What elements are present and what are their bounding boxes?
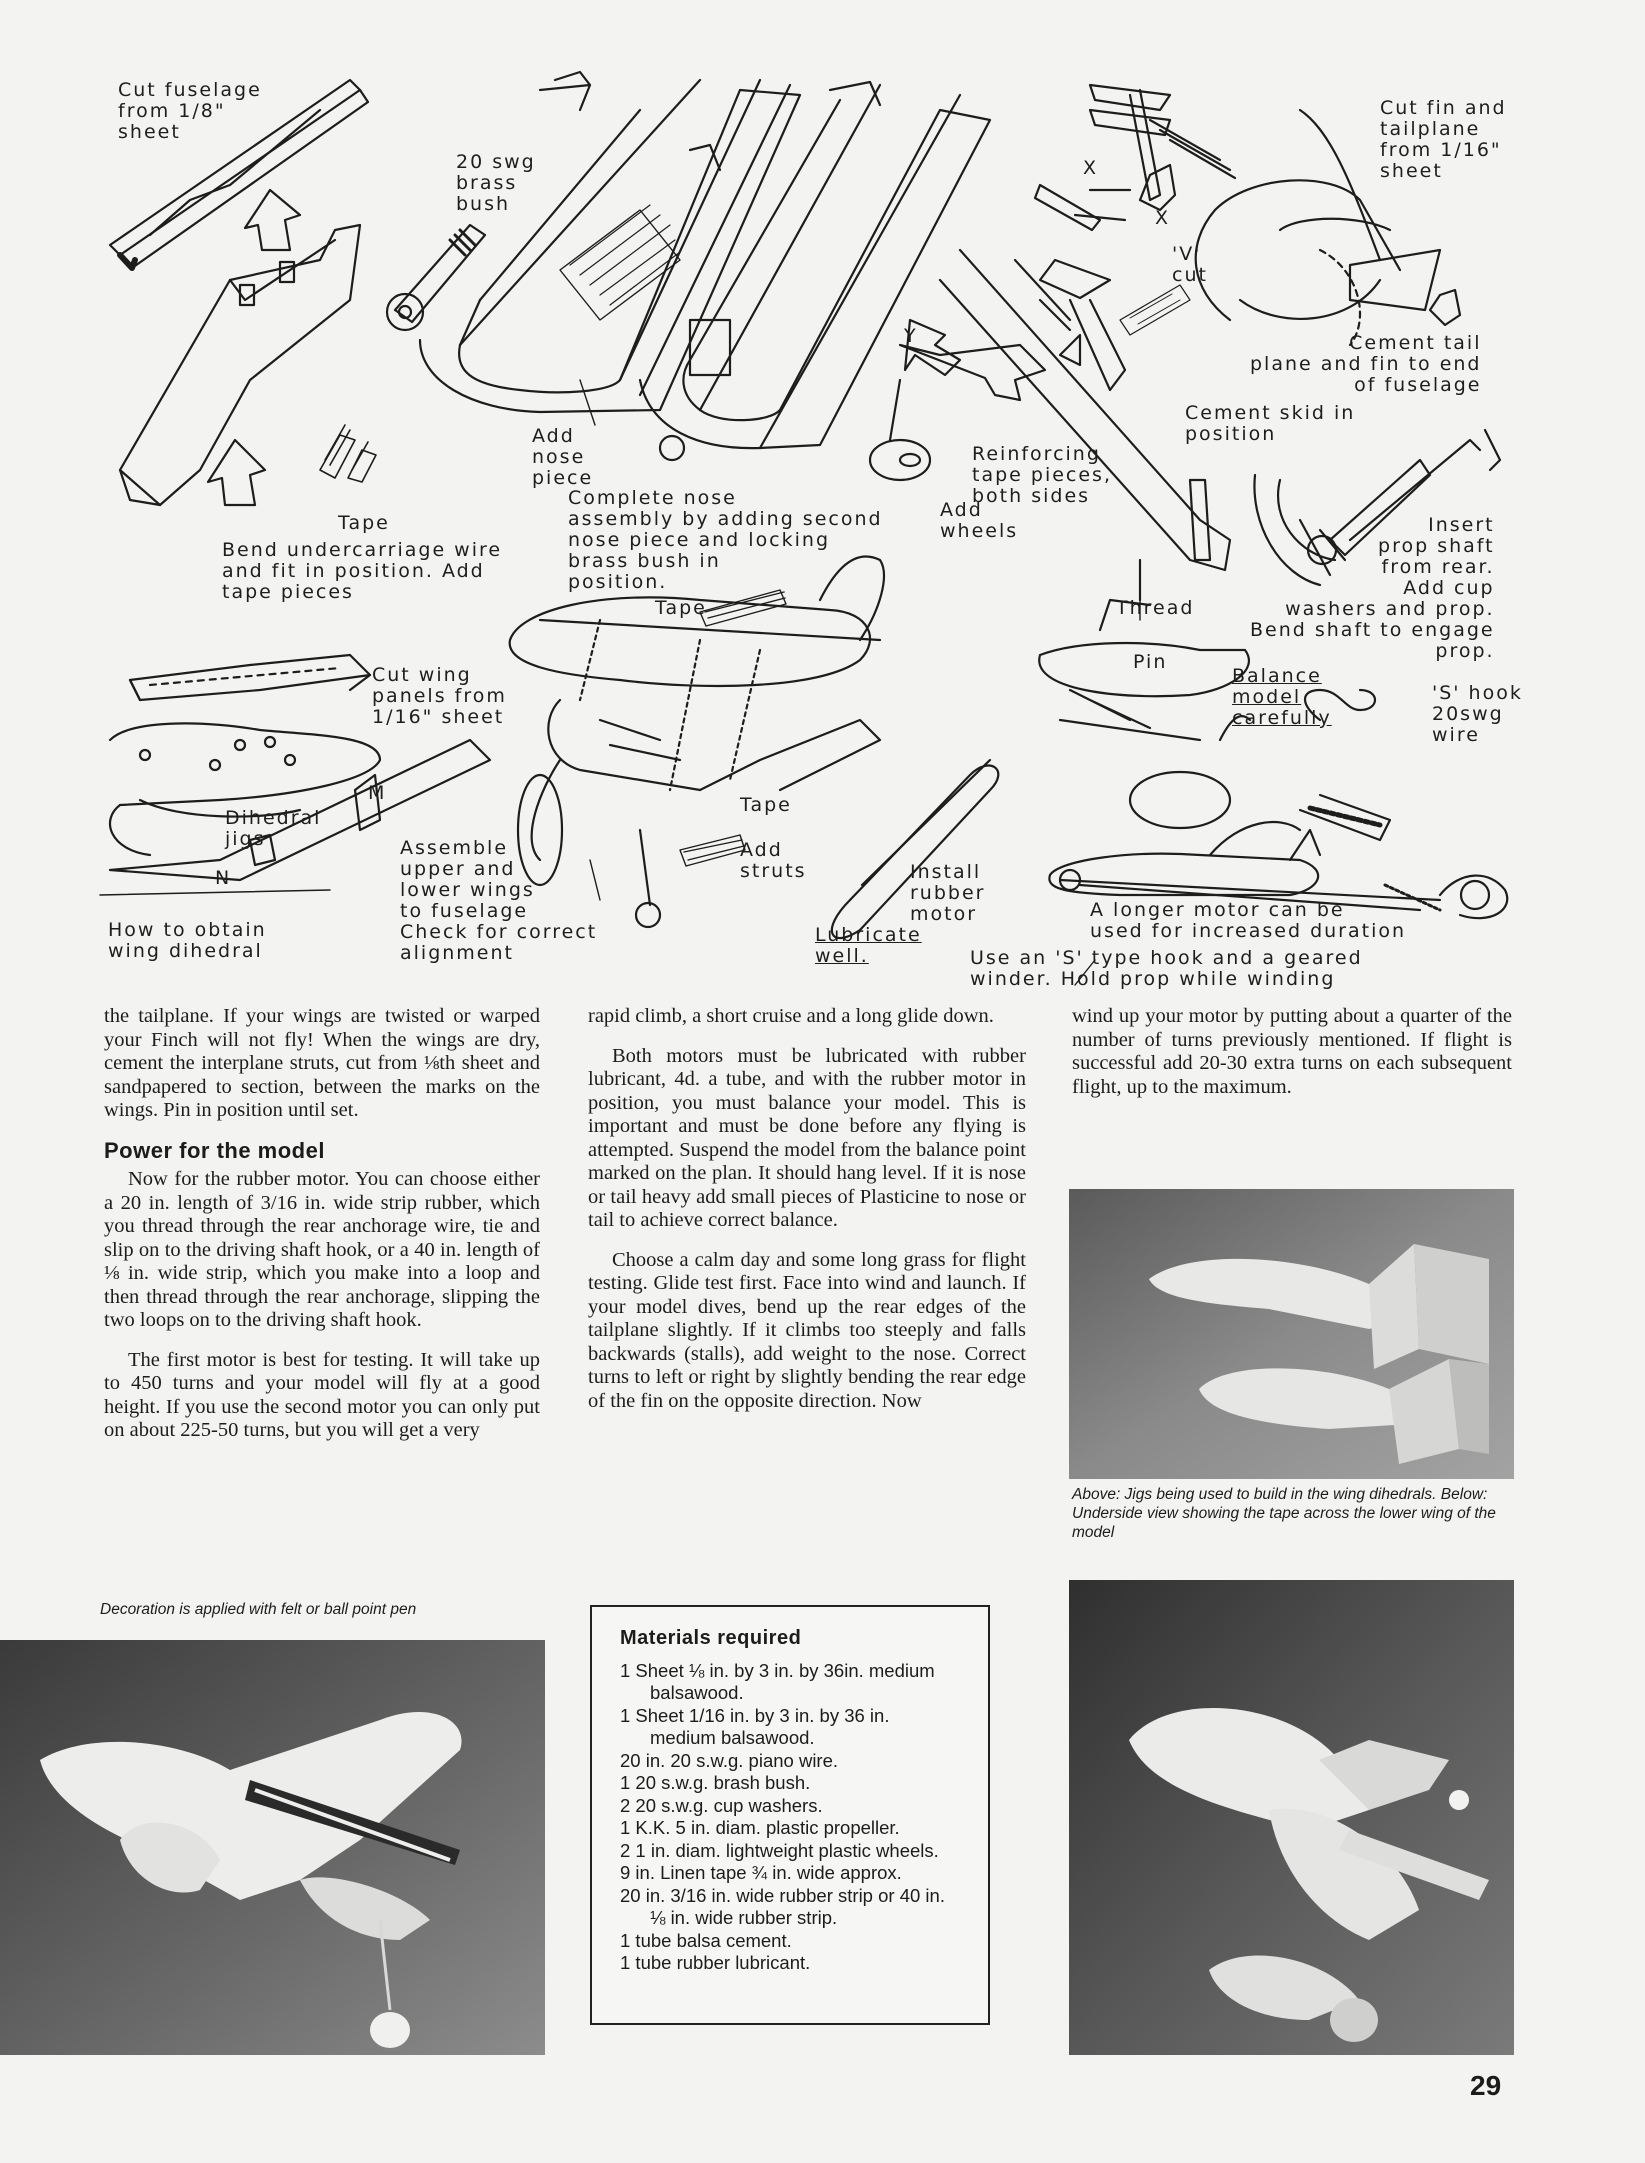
list-item: 1 tube rubber lubricant.: [620, 1952, 811, 1973]
label-s-type-hook: Use an 'S' type hook and a geared winder. Hold prop while winding: [970, 947, 1363, 990]
paragraph: Now for the rubber motor. You can choose either a 20 in. length of 3/16 in. wide strip rubber, which you thread through the rear anchorage wire, tie and slip on to the driving shaft hook, or a 40 in. length of ⅛ in. wide strip, which you make into a loop and then thread through the rear anchorage, slipping the two loops on to the driving shaft hook.: [104, 1168, 540, 1331]
label-longer-motor: A longer motor can be used for increased duration: [1090, 899, 1407, 942]
label-balance-model: Balance model carefully: [1232, 665, 1332, 729]
label-m: M: [368, 782, 387, 804]
arrow-icon: [245, 190, 300, 250]
materials-box: [590, 1605, 990, 2025]
list-item: 1 Sheet ⅛ in. by 3 in. by 36in. medium balsawood.: [620, 1659, 935, 1703]
text-column-2: [588, 1005, 1026, 1413]
photo-caption-right: Above: Jigs being used to build in the wing dihedrals. Below: Underside view showing the tape across the lower wing of the model: [1072, 1486, 1496, 1541]
label-add-wheels: Add wheels: [940, 499, 1019, 542]
label-cut-fuselage: Cut fuselage from 1/8" sheet: [118, 79, 262, 143]
label-add-nose-piece: Add nose piece: [532, 425, 594, 489]
paragraph: The first motor is best for testing. It will take up to 450 turns and your model will fly at a good height. If you use the second motor you can only put on about 225-50 turns, but you will get a very: [104, 1348, 540, 1441]
text-column-3: [1072, 1005, 1512, 1115]
paragraph: rapid climb, a short cruise and a long glide down.: [588, 1005, 994, 1027]
list-item: 2 20 s.w.g. cup washers.: [620, 1794, 823, 1816]
brass-bush-drawing: [387, 225, 485, 330]
label-lubricate: Lubricate well.: [815, 924, 922, 967]
arrow-icon: [1060, 335, 1080, 365]
label-thread: Thread: [1116, 597, 1195, 619]
label-complete-nose: Complete nose assembly by adding second nose piece and locking brass bush in position.: [568, 487, 883, 593]
section-heading: Power for the model: [104, 1137, 325, 1163]
label-reinforcing-tape: Reinforcing tape pieces, both sides: [972, 443, 1112, 507]
list-item: 1 20 s.w.g. brash bush.: [620, 1772, 811, 1793]
label-tape-2: Tape: [655, 597, 707, 619]
paragraph: wind up your motor by putting about a quarter of the number of turns previously mentioned. If flight is successful add 20-30 extra turns on each subsequent flight, up to the maximum.: [1072, 1005, 1512, 1098]
label-tape-1: Tape: [338, 512, 390, 534]
photo-dihedral-jigs: [1069, 1189, 1514, 1479]
label-dihedral-jigs: Dihedral jigs: [225, 807, 322, 850]
label-cut-wing-panels: Cut wing panels from 1/16" sheet: [372, 664, 507, 728]
list-item: 1 Sheet 1/16 in. by 3 in. by 36 in. medium balsawood.: [620, 1704, 890, 1748]
text-column-1: [104, 1005, 540, 1443]
photo-decorated-model: [0, 1640, 545, 2055]
label-brass-bush: 20 swg brass bush: [456, 151, 536, 215]
label-cement-skid: Cement skid in position: [1185, 402, 1356, 445]
wing-sheet-drawing: [130, 655, 370, 700]
label-cement-tail: Cement tail plane and fin to end of fuselage: [1250, 332, 1482, 396]
label-how-to-obtain: How to obtain wing dihedral: [108, 919, 267, 962]
paragraph: Both motors must be lubricated with rubber lubricant, 4d. a tube, and with the rubber motor in position, you must balance your model. This is important and must be done before any flying is attempted. Suspend the model from the balance point marked on the plan. It should hang level. If it is nose or tail heavy add small pieces of Plasticine to nose or tail to achieve correct balance.: [588, 1044, 1026, 1231]
list-item: 9 in. Linen tape ¾ in. wide approx.: [620, 1862, 902, 1883]
label-n: N: [215, 867, 232, 889]
arrow-icon: [208, 440, 265, 505]
label-cut-fin: Cut fin and tailplane from 1/16" sheet: [1380, 97, 1507, 182]
tape-pieces-drawing: [320, 425, 376, 482]
wheel-drawing: [870, 380, 930, 480]
label-tape-3: Tape: [740, 794, 792, 816]
label-v-cut: 'V' cut: [1172, 243, 1208, 286]
photo-caption-left: Decoration is applied with felt or ball point pen: [100, 1601, 417, 1618]
page-number: 29: [1470, 2070, 1502, 2101]
list-item: 20 in. 3/16 in. wide rubber strip or 40 in. ⅛ in. wide rubber strip.: [620, 1884, 945, 1928]
label-bend-undercarriage: Bend undercarriage wire and fit in position. Add tape pieces: [222, 539, 503, 603]
label-insert-prop-shaft: Insert prop shaft from rear. Add cup washers and prop. Bend shaft to engage prop.: [1250, 514, 1495, 662]
label-assemble-wings: Assemble upper and lower wings to fuselage Check for correct alignment: [400, 837, 598, 964]
label-y: Y: [904, 325, 918, 347]
paragraph: the tailplane. If your wings are twisted or warped your Finch will not fly! When the wings are dry, cement the interplane struts, cut from ⅛th sheet and sandpapered to section, between the marks on the wings. Pin in position until set.: [104, 1005, 540, 1121]
label-install-motor: Install rubber motor: [910, 861, 986, 925]
list-item: 20 in. 20 s.w.g. piano wire.: [620, 1749, 839, 1771]
label-add-struts: Add struts: [740, 839, 807, 882]
label-x-1: X: [1083, 157, 1099, 179]
materials-title: Materials required: [620, 1627, 802, 1649]
paragraph: Choose a calm day and some long grass for flight testing. Glide test first. Face into wind and launch. If your model dives, bend up the rear edges of the tailplane slightly. If it climbs too steeply and falls backwards (stalls), add weight to the nose. Correct turns to left or right by slightly bending the rear edge of the fin on the opposite direction. Now: [588, 1248, 1026, 1412]
second-nose-piece-drawing: [640, 82, 990, 460]
materials-list: [620, 1660, 960, 1975]
label-pin: Pin: [1133, 651, 1168, 673]
list-item: 2 1 in. diam. lightweight plastic wheels.: [620, 1839, 939, 1861]
photo-underside-view: [1069, 1580, 1514, 2055]
list-item: 1 tube balsa cement.: [620, 1929, 792, 1951]
label-x-2: X: [1155, 207, 1171, 229]
arrow-icon: [1430, 290, 1460, 325]
nose-assembly-drawing: [420, 72, 800, 412]
label-s-hook: 'S' hook 20swg wire: [1432, 682, 1523, 746]
list-item: 1 K.K. 5 in. diam. plastic propeller.: [620, 1817, 900, 1838]
tailplane-parts-drawing: [900, 85, 1190, 400]
